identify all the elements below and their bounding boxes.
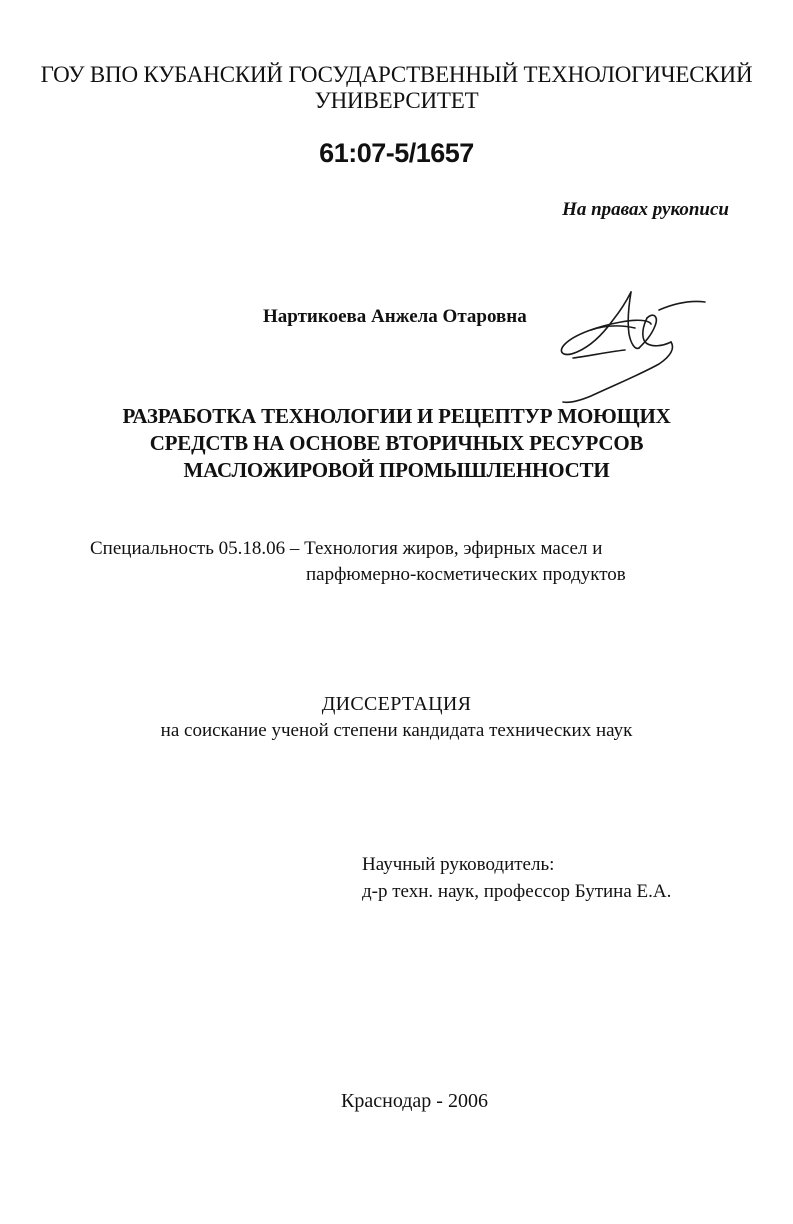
title-line-1: РАЗРАБОТКА ТЕХНОЛОГИИ И РЕЦЕПТУР МОЮЩИХ <box>122 404 671 428</box>
author-name: Нартикоева Анжела Отаровна <box>263 306 527 327</box>
institution-name <box>0 62 793 114</box>
degree-statement: на соискание ученой степени кандидата технических наук <box>160 720 633 741</box>
dissertation-title <box>0 403 793 484</box>
title-line-2: СРЕДСТВ НА ОСНОВЕ ВТОРИЧНЫХ РЕСУРСОВ <box>149 431 644 455</box>
supervisor-label: Научный руководитель: <box>362 854 555 875</box>
manuscript-rights-note: На правах рукописи <box>562 199 729 220</box>
title-line-3: МАСЛОЖИРОВОЙ ПРОМЫШЛЕННОСТИ <box>183 458 610 482</box>
institution-line-2: УНИВЕРСИТЕТ <box>314 88 479 113</box>
supervisor-name: д-р техн. наук, профессор Бутина Е.А. <box>362 881 672 902</box>
handwritten-signature <box>555 286 715 404</box>
document-type: ДИССЕРТАЦИЯ <box>321 693 472 715</box>
specialty-line-2: парфюмерно-косметических продуктов <box>306 564 626 585</box>
archive-code: 61:07-5/1657 <box>319 138 474 168</box>
specialty-line-1: Специальность 05.18.06 – Технология жиров, эфирных масел и <box>90 538 603 559</box>
institution-line-1: ГОУ ВПО КУБАНСКИЙ ГОСУДАРСТВЕННЫЙ ТЕХНОЛОГИЧЕСКИЙ <box>40 62 753 87</box>
city-and-year: Краснодар - 2006 <box>341 1090 488 1112</box>
